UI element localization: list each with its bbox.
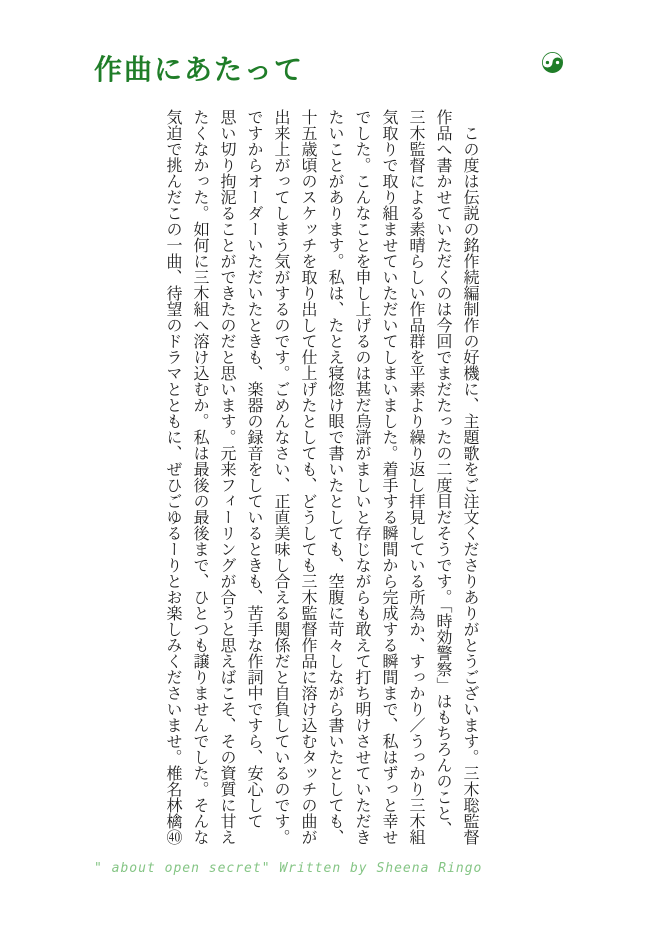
page-title: 作曲にあたって <box>94 53 305 86</box>
text-column-4: 気取りで取り組ませていただいてしまいました。着手する瞬間から完成する瞬間まで、私はずっと幸せ <box>380 109 399 845</box>
text-column-7: 十五歳頃のスケッチを取り出して仕上げたとしても、どうしても三木監督作品に溶け込むタッチの曲が <box>299 109 318 845</box>
yin-yang-icon <box>542 52 563 73</box>
text-column-5: でした。こんなことを申し上げるのは甚だ烏滸がましいと存じながらも敢えて打ち明けさせていただき <box>353 109 372 845</box>
text-column-2: 作品へ書かせていただくのは今回でまだたったの二度目だそうです。「時効警察」はもちろんのこと、 <box>434 109 453 837</box>
text-column-6: たいことがあります。私は、たとえ寝惚け眼で書いたとしても、空腹に苛々しながら書いたとしても、 <box>326 109 345 845</box>
text-column-3: 三木監督による素晴らしい作品群を平素より繰り返し拝見している所為か、すっかり／うっかり三木組 <box>407 109 426 845</box>
text-column-9: ですからオーダーいただいたときも、楽器の録音をしているときも、苦手な作詞中ですら、安心して <box>245 109 264 829</box>
text-column-8: 出来上がってしまう気がするのです。ごめんなさい、正直美味し合える関係だと自負しているのです。 <box>272 109 291 845</box>
body-text-block <box>160 109 484 865</box>
credit-line: " about open secret" Written by Sheena Ringo <box>94 861 483 876</box>
text-column-10: 思い切り拘泥ることができたのだと思います。元来フィーリングが合うと思えばこそ、その資質に甘え <box>218 109 237 845</box>
text-column-1: この度は伝説の銘作続編制作の好機に、主題歌をご注文くださりありがとうございます。三木聡監督 <box>461 109 480 845</box>
text-column-11: たくなかった。如何に三木組へ溶け込むか。私は最後の最後まで、ひとつも譲りませんでした。そんな <box>191 109 210 845</box>
text-column-12: 気迫で挑んだこの一曲、待望のドラマとともに、ぜひごゆるーりとお楽しみくださいませ。椎名林檎㊵ <box>164 109 183 845</box>
